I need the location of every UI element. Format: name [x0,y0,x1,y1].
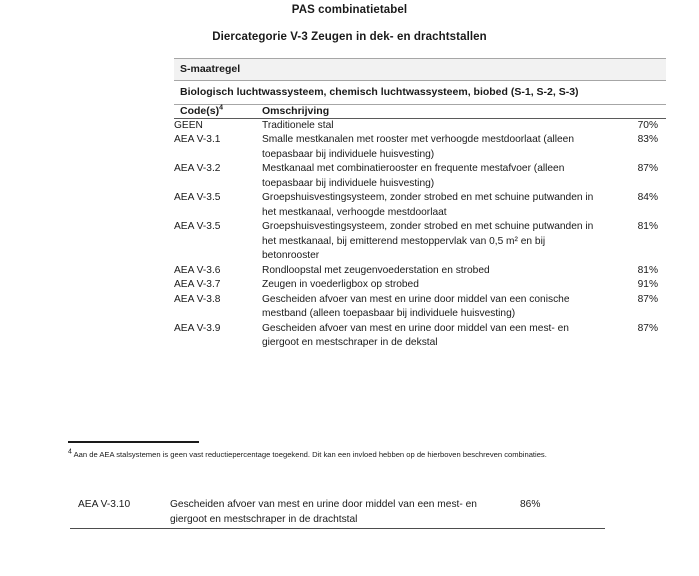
column-header-code [174,105,262,118]
cell-code: AEA V-3.5 [174,221,221,233]
cell-code: AEA V-3.10 [78,499,131,510]
table-row [174,133,666,162]
table-row [174,191,666,220]
cell-description: Gescheiden afvoer van mest en urine door middel van een conische mestband (alleen toepasbaar bij individuele huisvesting) [262,293,570,320]
cell-percentage: 70% [637,119,658,131]
cell-percentage: 81% [637,221,658,233]
table-row [174,162,666,191]
cell-description: Mestkanaal met combinatierooster en frequente mestafvoer (alleen toepasbaar bij individuele huisvesting) [262,163,565,189]
table-row [174,264,666,278]
column-header-percentage [600,105,666,118]
cell-description: Gescheiden afvoer van mest en urine door middel van een mest- en giergoot en mestschraper in de dekstal [262,322,569,349]
cell-percentage: 87% [637,322,658,334]
cell-code: AEA V-3.2 [174,163,221,175]
cell-description: Gescheiden afvoer van mest en urine door middel van een mest- en giergoot en mestschraper in de drachtstal [170,499,477,525]
table-row [174,220,666,263]
continuation-table-body [70,498,605,528]
cell-percentage: 91% [637,279,658,291]
cell-description: Rondloopstal met zeugenvoederstation en strobed [262,264,490,276]
cell-description: Groepshuisvestingsysteem, zonder strobed en met schuine putwanden in het mestkanaal, verhoogde mestdoorlaat [262,192,594,218]
cell-percentage: 81% [637,264,658,276]
cell-description: Smalle mestkanalen met rooster met verhoogde mestdoorlaat (alleen toepasbaar bij individuele huisvesting) [262,134,575,160]
cell-code: AEA V-3.8 [174,293,221,305]
footnote [68,450,668,460]
table-row [70,498,605,528]
cell-percentage: 86% [520,499,541,510]
continuation-table [70,498,605,529]
cell-percentage: 84% [637,192,658,204]
cell-code: AEA V-3.6 [174,264,221,276]
cell-code: AEA V-3.5 [174,192,221,204]
continuation-bottom-rule [70,528,605,529]
cell-percentage: 87% [637,163,658,175]
cell-code: AEA V-3.1 [174,134,221,146]
cell-description: Traditionele stal [262,119,334,131]
table-row [174,293,666,322]
table-header-row [174,105,666,119]
page-subtitle: Diercategorie V-3 Zeugen in dek- en drachtstallen [212,31,487,43]
table-row [174,119,666,133]
table-row [174,278,666,292]
cell-code: AEA V-3.9 [174,322,221,334]
column-header-code-label: Code(s) [180,105,220,118]
cell-code: AEA V-3.7 [174,279,221,291]
pas-combination-table [174,58,666,351]
footnote-separator-rule [68,441,199,443]
column-header-description: Omschrijving [262,105,330,118]
cell-percentage: 83% [637,134,658,146]
table-row [174,322,666,351]
column-header-code-footnote-marker: 4 [219,104,223,112]
footnote-text: Aan de AEA stalsystemen is geen vast reductiepercentage toegekend. Dit kan een invloed hebben op de hierboven beschreven combinaties. [73,450,547,459]
cell-code: GEEN [174,119,203,131]
page-title: PAS combinatietabel [291,4,408,16]
table-body [174,119,666,351]
s-maatregel-band-description: Biologisch luchtwassysteem, chemisch luchtwassysteem, biobed (S-1, S-2, S-3) [174,81,666,105]
cell-description: Zeugen in voederligbox op strobed [262,279,419,291]
s-maatregel-band-label: S-maatregel [174,58,666,81]
footnote-marker: 4 [68,448,72,456]
cell-description: Groepshuisvestingsysteem, zonder strobed en met schuine putwanden in het mestkanaal, bij emitterend mestoppervlak van 0,5 m² en bij betonrooster [262,221,594,262]
cell-percentage: 87% [637,293,658,305]
